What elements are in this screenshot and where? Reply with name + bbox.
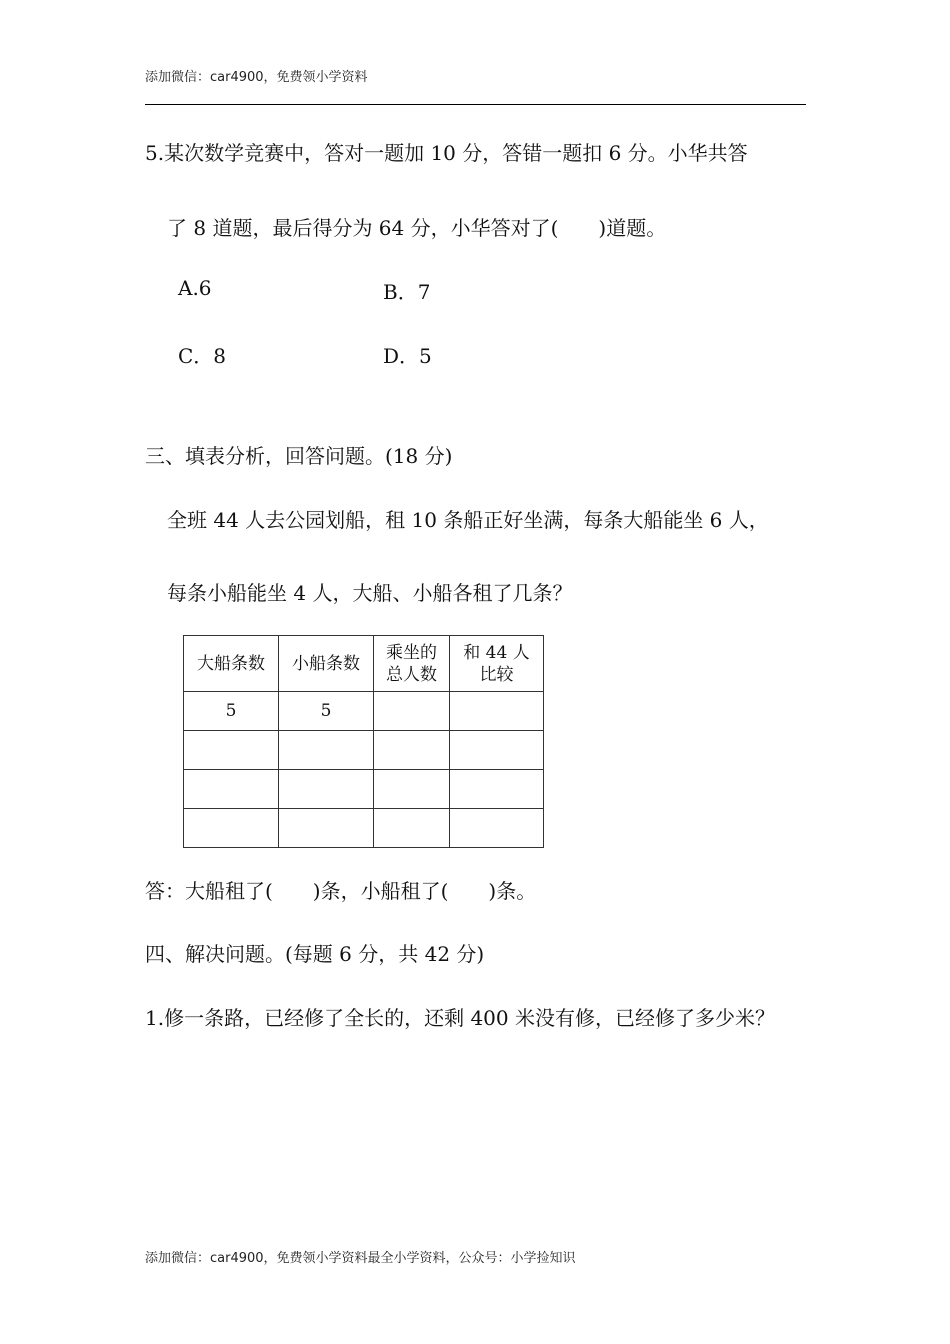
section3-problem-line1: 全班 44 人去公园划船，租 10 条船正好坐满，每条大船能坐 6 人， [167, 508, 769, 532]
section4-q1: 1.修一条路，已经修了全长的，还剩 400 米没有修，已经修了多少米？ [145, 1006, 775, 1030]
table-cell[interactable] [374, 692, 450, 731]
page-footer: 添加微信：car4900，免费领小学资料最全小学资料，公众号：小学捡知识 [145, 1251, 576, 1266]
option-d: D．5 [383, 344, 432, 368]
section3-problem-line2: 每条小船能坐 4 人，大船、小船各租了几条？ [167, 581, 573, 605]
table-row [184, 770, 544, 809]
table-cell[interactable] [184, 731, 279, 770]
table-cell[interactable] [374, 809, 450, 848]
option-c: C．8 [178, 344, 227, 368]
q5-line1: 5.某次数学竞赛中，答对一题加 10 分，答错一题扣 6 分。小华共答 [145, 141, 748, 165]
boat-table [183, 635, 544, 848]
table-cell[interactable] [184, 809, 279, 848]
table-header-cell: 和 44 人 比较 [450, 636, 544, 692]
table-cell[interactable] [279, 809, 374, 848]
table-cell[interactable] [450, 692, 544, 731]
table-cell[interactable] [279, 731, 374, 770]
table-cell[interactable] [450, 731, 544, 770]
option-a: A.6 [178, 276, 212, 300]
table-cell[interactable] [450, 809, 544, 848]
option-b: B．7 [383, 280, 431, 304]
section3-title: 三、填表分析，回答问题。(18 分) [145, 444, 453, 468]
table-cell[interactable] [374, 731, 450, 770]
table-cell[interactable]: 5 [279, 692, 374, 731]
table-cell[interactable] [450, 770, 544, 809]
table-cell[interactable] [184, 770, 279, 809]
table-header-row [184, 636, 544, 692]
section3-answer: 答：大船租了( )条，小船租了( )条。 [145, 879, 537, 903]
table-header-cell: 大船条数 [184, 636, 279, 692]
table-cell[interactable] [279, 770, 374, 809]
table-cell[interactable] [374, 770, 450, 809]
table-row [184, 692, 544, 731]
q5-line2: 了 8 道题，最后得分为 64 分，小华答对了( )道题。 [167, 216, 667, 240]
page-header: 添加微信：car4900，免费领小学资料 [145, 70, 368, 85]
header-rule [145, 104, 806, 105]
table-row [184, 809, 544, 848]
table-header-cell: 小船条数 [279, 636, 374, 692]
table-cell[interactable]: 5 [184, 692, 279, 731]
table-row [184, 731, 544, 770]
table-header-cell: 乘坐的 总人数 [374, 636, 450, 692]
section4-title: 四、解决问题。(每题 6 分，共 42 分) [145, 942, 485, 966]
